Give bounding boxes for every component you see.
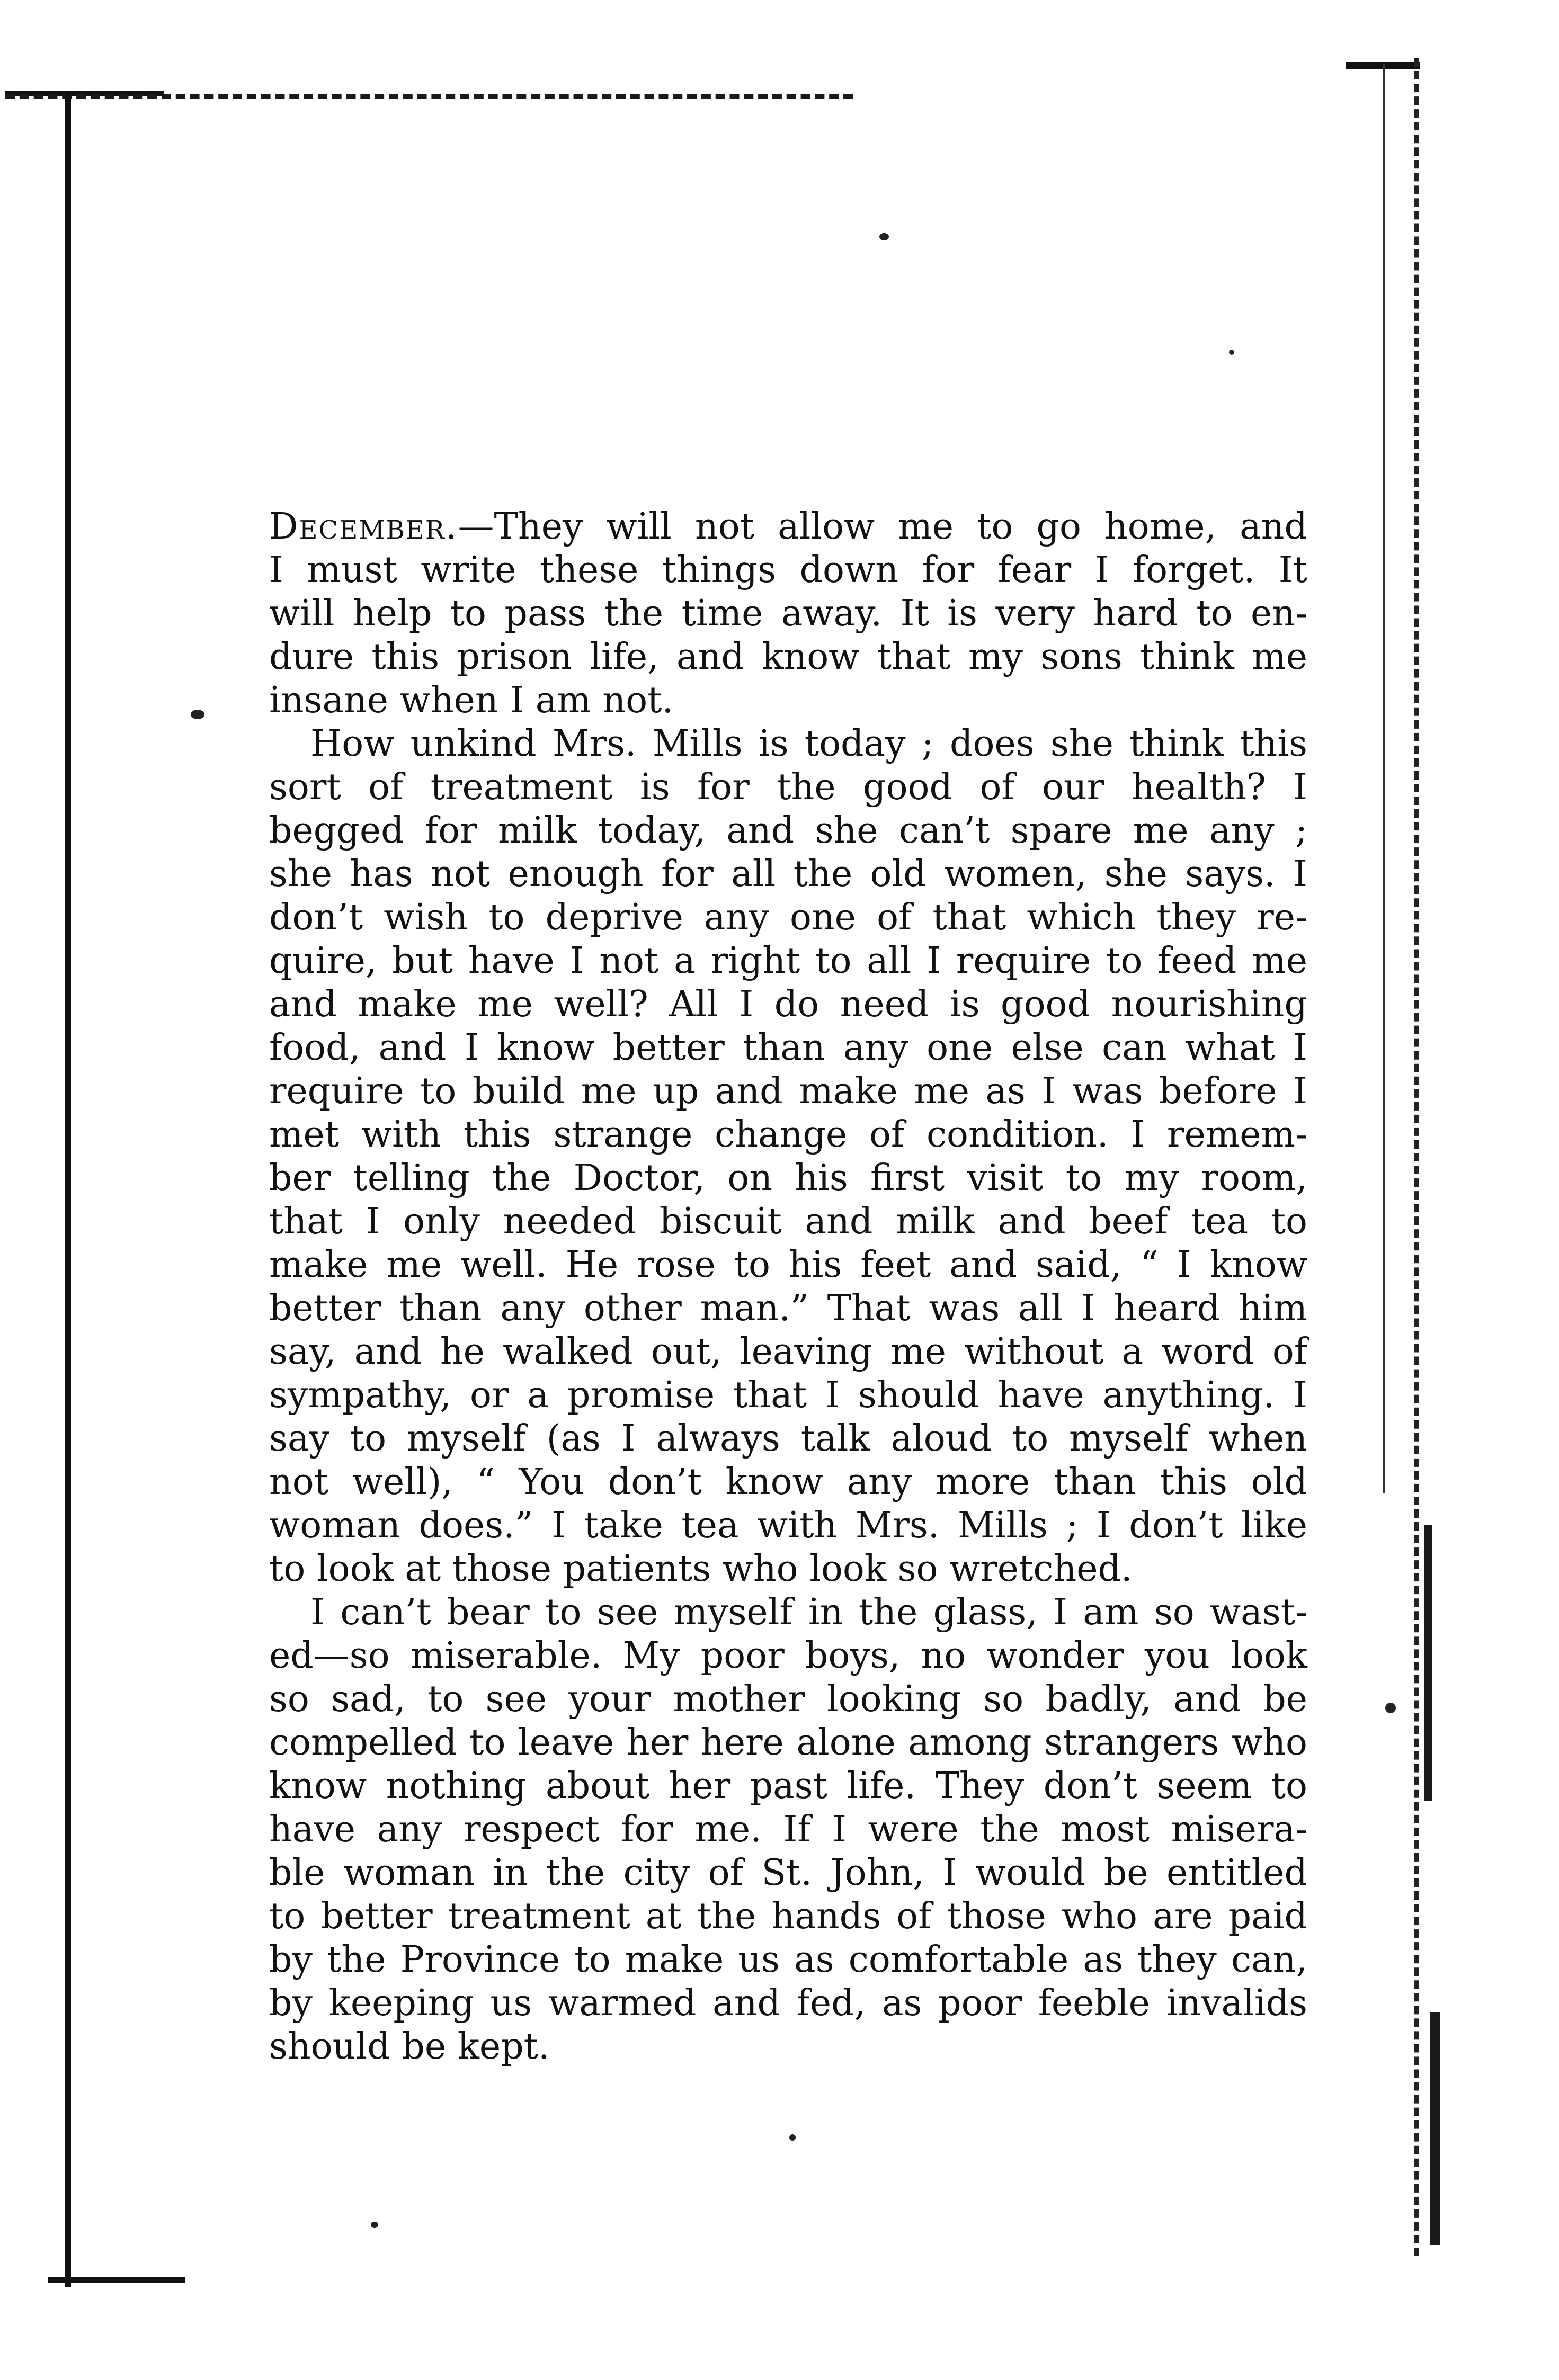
- text-line: she has not enough for all the old women, she says. I: [269, 853, 1307, 895]
- text-line: compelled to leave her here alone among strangers who: [269, 1722, 1307, 1764]
- text-line: make me well. He rose to his feet and said, “ I know: [269, 1244, 1307, 1286]
- text-line: begged for milk today, and she can’t spare me any ;: [269, 810, 1307, 852]
- text-line: and make me well? All I do need is good nourishing: [269, 983, 1307, 1025]
- entry-first-line: —They will not allow me to go home, and: [458, 506, 1307, 548]
- text-line: by keeping us warmed and fed, as poor feeble invalids: [269, 1982, 1307, 2024]
- text-line: better than any other man.” That was all I heard him: [269, 1287, 1307, 1329]
- scan-speck: [1229, 350, 1234, 355]
- text-line: [269, 505, 1307, 549]
- text-line: ble woman in the city of St. John, I would be entitled: [269, 1852, 1307, 1894]
- entry-label: December.: [269, 506, 458, 548]
- text-line: should be kept.: [269, 2026, 550, 2068]
- scan-speck: [371, 2222, 378, 2228]
- text-line: so sad, to see your mother looking so badly, and be: [269, 1678, 1307, 1720]
- text-line: dure this prison life, and know that my sons think me: [269, 636, 1307, 678]
- scan-border-right-inner: [1383, 64, 1385, 1493]
- text-line: to better treatment at the hands of those who are paid: [269, 1895, 1307, 1937]
- text-line: will help to pass the time away. It is very hard to en-: [269, 593, 1307, 634]
- text-line: insane when I am not.: [269, 679, 674, 721]
- text-line: sort of treatment is for the good of our health? I: [269, 766, 1307, 808]
- scan-border-right-outer: [1414, 58, 1419, 2256]
- scan-speck: [879, 233, 889, 240]
- scan-border-left: [65, 94, 71, 2287]
- scan-border-left-foot: [48, 2277, 185, 2283]
- scan-border-right-bar-lower: [1430, 2012, 1440, 2245]
- text-line: ed—so miserable. My poor boys, no wonder you look: [269, 1635, 1307, 1677]
- text-line: by the Province to make us as comfortable as they can,: [269, 1939, 1307, 1981]
- text-line: not well), “ You don’t know any more than this old: [269, 1461, 1307, 1503]
- text-line: woman does.” I take tea with Mrs. Mills ; I don’t like: [269, 1505, 1307, 1546]
- text-line: don’t wish to deprive any one of that which they re-: [269, 897, 1307, 938]
- scan-speck: [191, 710, 204, 719]
- text-line: ber telling the Doctor, on his first visit to my room,: [269, 1157, 1307, 1199]
- scan-speck: [789, 2134, 796, 2141]
- text-line: that I only needed biscuit and milk and beef tea to: [269, 1201, 1307, 1242]
- text-line: I can’t bear to see myself in the glass, I am so wast-: [310, 1591, 1307, 1633]
- text-line: say, and he walked out, leaving me without a word of: [269, 1331, 1307, 1373]
- text-line: food, and I know better than any one else can what I: [269, 1027, 1307, 1069]
- scan-speck: [1385, 1703, 1396, 1713]
- text-line: met with this strange change of condition. I remem-: [269, 1114, 1307, 1156]
- scan-border-top: [5, 94, 853, 99]
- text-line: quire, but have I not a right to all I require to feed me: [269, 940, 1307, 982]
- page-text: [269, 505, 1307, 2069]
- scan-border-right-bar: [1424, 1525, 1432, 1801]
- text-line: know nothing about her past life. They don’t seem to: [269, 1765, 1307, 1807]
- text-line: have any respect for me. If I were the most misera-: [269, 1809, 1307, 1850]
- text-line: to look at those patients who look so wretched.: [269, 1548, 1133, 1590]
- text-line: I must write these things down for fear I forget. It: [269, 549, 1307, 591]
- text-line: How unkind Mrs. Mills is today ; does she think this: [310, 723, 1307, 765]
- text-line: require to build me up and make me as I was before I: [269, 1070, 1307, 1112]
- text-line: say to myself (as I always talk aloud to myself when: [269, 1418, 1307, 1460]
- text-line: sympathy, or a promise that I should have anything. I: [269, 1374, 1307, 1416]
